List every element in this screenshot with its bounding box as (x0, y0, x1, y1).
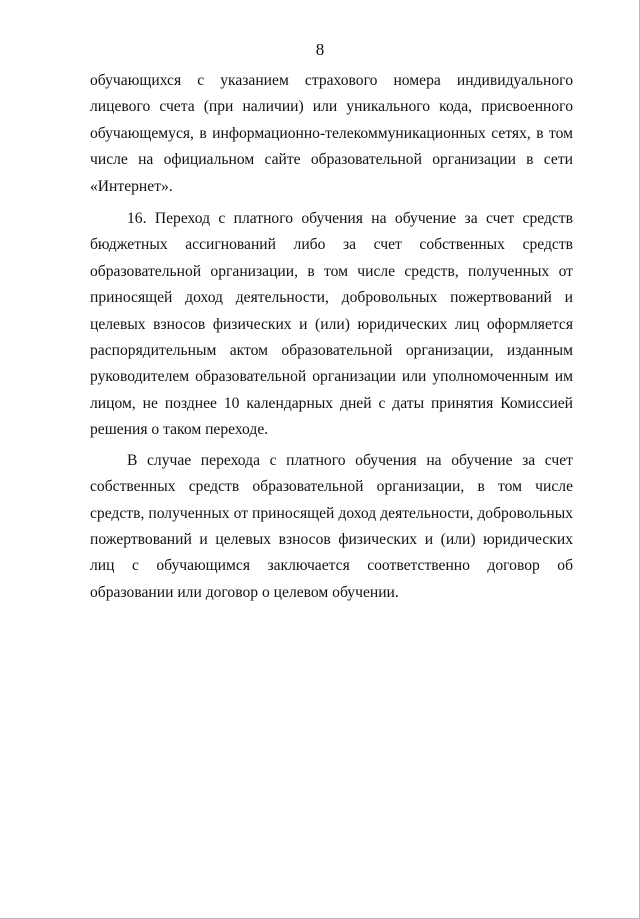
page-number: 8 (315, 40, 325, 59)
paragraph-transition-own-funds: В случае перехода с платного обучения на обучение за счет собственных средств образовательной организации, в том числе средств, полученных от приносящей доход деятельности, добровольных пожертвований и целевых взносов физических и (или) юридических лиц с обучающимся заключается соответственно договор об образовании или договор о целевом обучении. (90, 451, 573, 601)
document-body (90, 68, 573, 606)
paragraph-continuation: обучающихся с указанием страхового номера индивидуального лицевого счета (при наличии) или уникального кода, присвоенного обучающемуся, в информационно-телекоммуникационных сетях, в том числе на официальном сайте образовательной организации в сети «Интернет». (90, 72, 573, 195)
paragraph-clause-16: 16. Переход с платного обучения на обучение за счет средств бюджетных ассигнований либо за счет собственных средств образовательной организации, в том числе средств, полученных от приносящей доход деятельности, добровольных пожертвований и целевых взносов физических и (или) юридических лиц оформляется распорядительным актом образовательной организации, изданным руководителем образовательной организации или уполномоченным им лицом, не позднее 10 календарных дней с даты принятия Комиссией решения о таком переходе. (90, 210, 573, 439)
